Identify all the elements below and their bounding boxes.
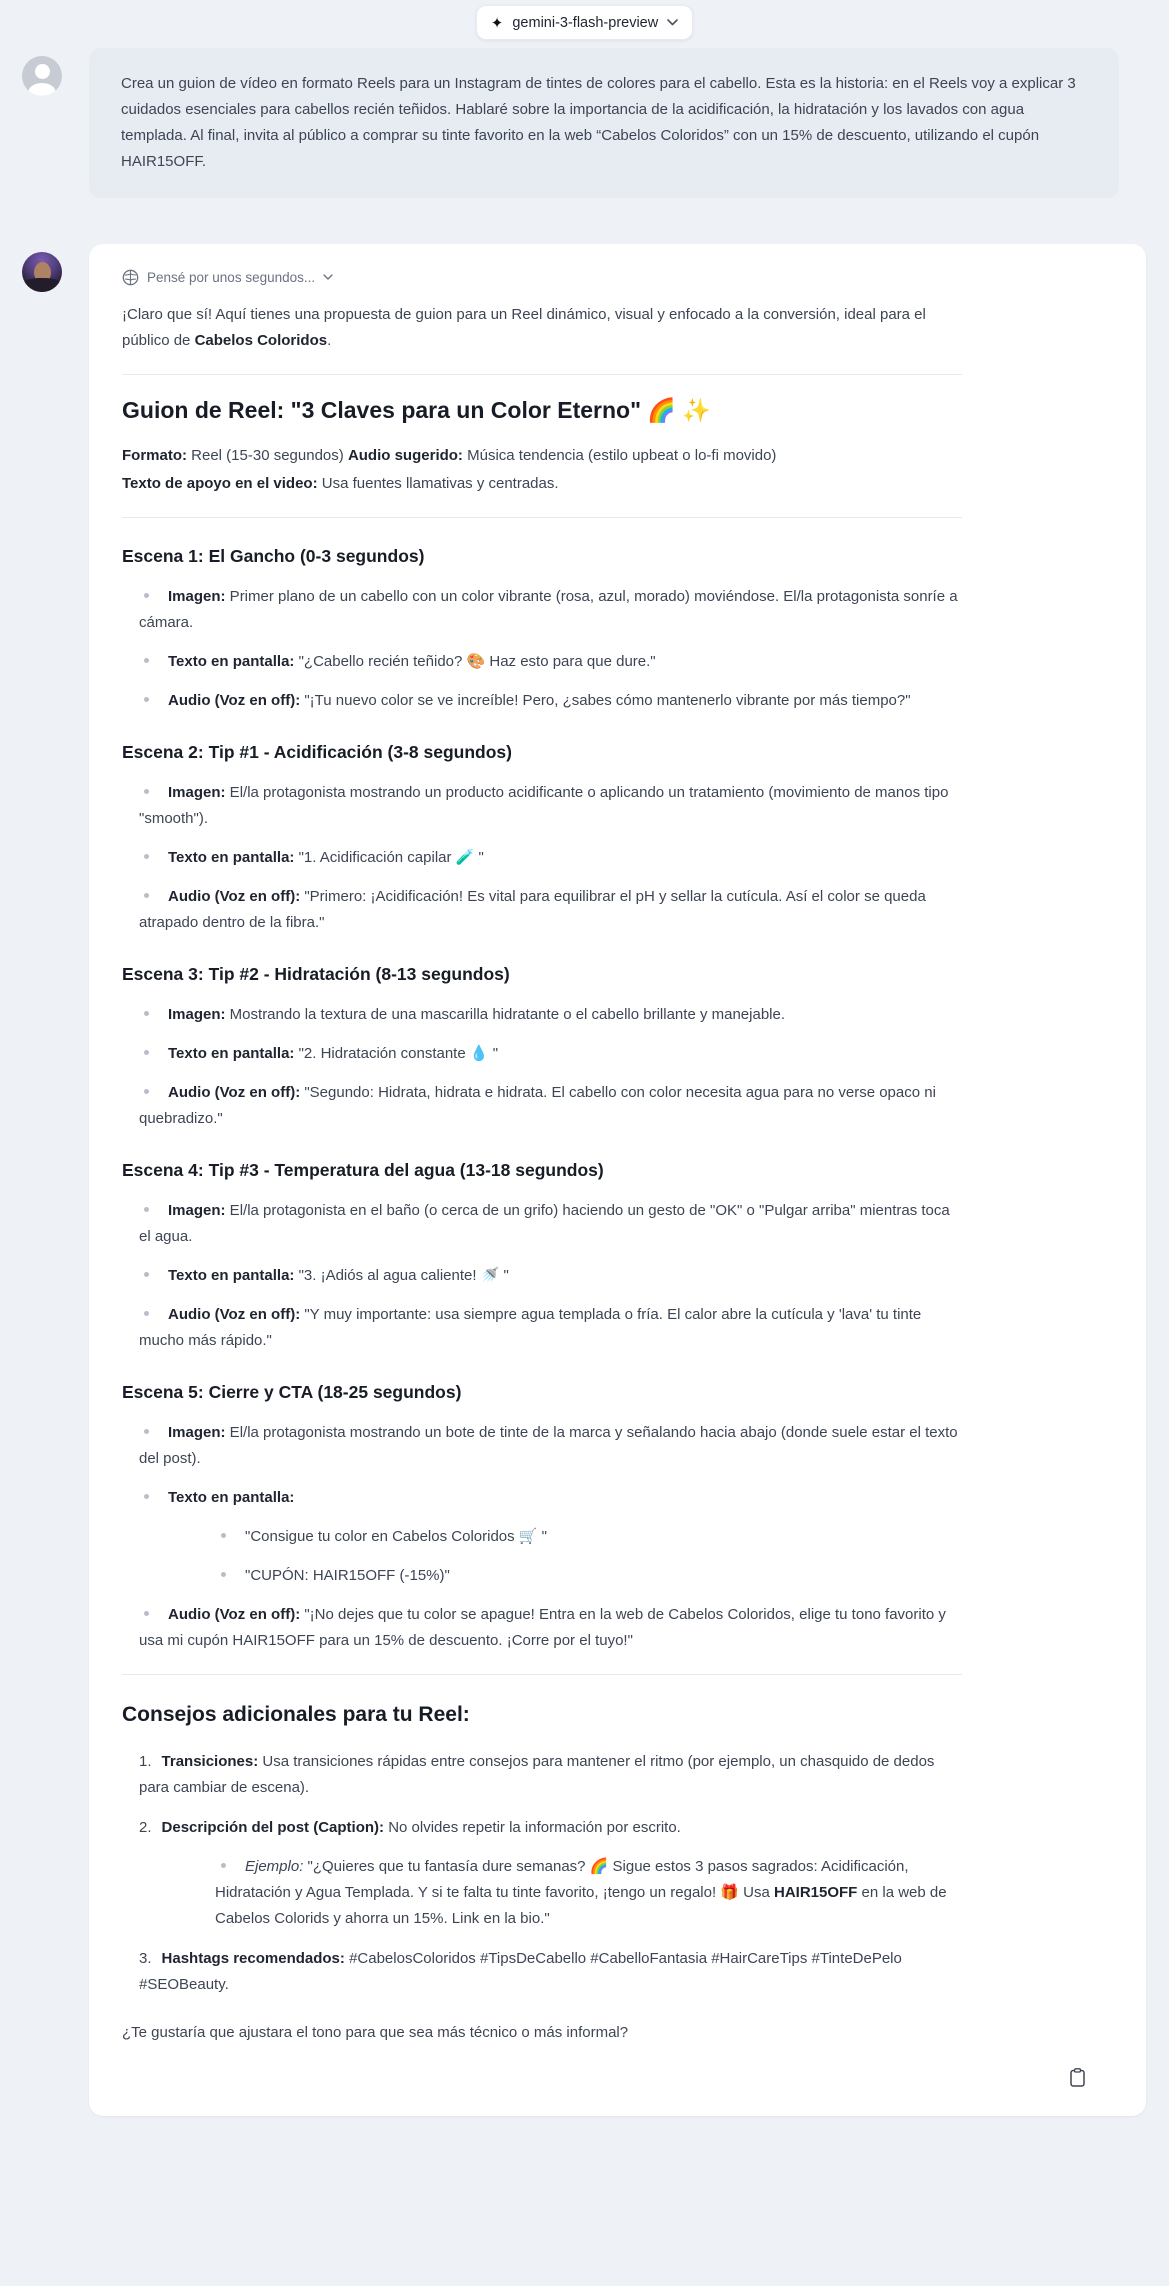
coupon-code-bold: HAIR15OFF [774,1884,858,1901]
bullet-icon [144,1011,149,1016]
bullet-icon [144,1050,149,1055]
thinking-label: Pensé por unos segundos... [147,270,316,285]
list-item: Audio (Voz en off): "Segundo: Hidrata, hidrata e hidrata. El cabello con color necesita agua para no verse opaco ni quebradizo." [139,1084,936,1127]
list-item: 3. Hashtags recomendados: #CabelosColoridos #TipsDeCabello #CabelloFantasia #HairCareTips #TinteDePelo #SEOBeauty. [139,1950,902,1993]
list-item: "Consigue tu color en Cabelos Coloridos 🛒 " [139,1524,962,1550]
bullet-icon [144,1311,149,1316]
list-item: Texto en pantalla: "Consigue tu color en Cabelos Coloridos 🛒 " "CUPÓN: HAIR15OFF (-15%)" [122,1485,962,1589]
list-item: Audio (Voz en off): "¡No dejes que tu color se apague! Entra en la web de Cabelos Coloridos, elige tu tono favorito y usa mi cupón HAIR15OFF para un 15% de descuento. ¡Corre por el tuyo!" [139,1606,946,1649]
list-item: Imagen: El/la protagonista en el baño (o cerca de un grifo) haciendo un gesto de "OK" o "Pulgar arriba" mientras toca el agua. [139,1202,950,1245]
chat-area [0,48,1169,2116]
user-message-text: Crea un guion de vídeo en formato Reels para un Instagram de tintes de colores para el cabello. Esta es la historia: en el Reels voy a explicar 3 cuidados esenciales para cabellos recién teñidos. Hablaré sobre la importancia de la acidificación, la hidratación y los lavados con agua templada. Al final, invita al público a comprar su tinte favorito en la web “Cabelos Coloridos” con un 15% de descuento, utilizando el cupón HAIR15OFF. [121,75,1076,170]
bullet-icon [221,1533,226,1538]
copy-button[interactable] [1066,2064,1089,2094]
divider [122,1674,962,1675]
top-bar [0,0,1169,40]
example-label: Ejemplo: [245,1858,304,1875]
bullet-icon [144,1089,149,1094]
bullet-icon [221,1572,226,1577]
list-item: Texto en pantalla: "2. Hidratación constante 💧 " [122,1041,962,1067]
bullet-icon [144,854,149,859]
message-actions [122,2064,1113,2094]
bullet-icon [144,1494,149,1499]
list-item: 1. Transiciones: Usa transiciones rápidas entre consejos para mantener el ritmo (por ejemplo, un chasquido de dedos para cambiar de escena). [139,1753,935,1796]
assistant-message-row [22,244,1147,2116]
intro-text: ¡Claro que sí! Aquí tienes una propuesta de guion para un Reel dinámico, visual y enfocado a la conversión, ideal para el público de [122,306,926,349]
scene-4-heading: Escena 4: Tip #3 - Temperatura del agua (13-18 segundos) [122,1160,604,1180]
tips-list [122,1749,962,1998]
divider [122,517,962,518]
scene-5-sublist [139,1524,962,1589]
list-item: Texto en pantalla: "¿Cabello recién teñido? 🎨 Haz esto para que dure." [122,649,962,675]
intro-brand-bold: Cabelos Coloridos [194,332,328,349]
scene-4-list [122,1198,962,1354]
bullet-icon [144,1272,149,1277]
reel-title: Guion de Reel: "3 Claves para un Color Eterno" 🌈 ✨ [122,397,712,423]
scene-3-heading: Escena 3: Tip #2 - Hidratación (8-13 segundos) [122,964,510,984]
list-item: Texto en pantalla: "3. ¡Adiós al agua caliente! 🚿 " [122,1263,962,1289]
bullet-icon [144,658,149,663]
sparkle-icon: ✦ [490,14,504,32]
item-number: 2. [139,1819,152,1836]
assistant-message-card [89,244,1146,2116]
list-item: Audio (Voz en off): "¡Tu nuevo color se ve increíble! Pero, ¿sabes cómo mantenerlo vibrante por más tiempo?" [122,688,962,714]
scene-3-list [122,1002,962,1132]
example-sublist [139,1854,962,1932]
bullet-icon [144,1207,149,1212]
list-item: Audio (Voz en off): "Y muy importante: usa siempre agua templada o fría. El calor abre la cutícula y 'lava' tu tinte mucho más rápido." [139,1306,922,1349]
scene-1-heading: Escena 1: El Gancho (0-3 segundos) [122,546,425,566]
brain-icon [122,269,139,286]
bullet-icon [144,1611,149,1616]
list-item: "CUPÓN: HAIR15OFF (-15%)" [139,1563,962,1589]
item-number: 1. [139,1753,152,1770]
tips-heading: Consejos adicionales para tu Reel: [122,1703,470,1726]
scene-2-heading: Escena 2: Tip #1 - Acidificación (3-8 segundos) [122,742,512,762]
scene-5-heading: Escena 5: Cierre y CTA (18-25 segundos) [122,1382,462,1402]
thinking-toggle[interactable] [122,269,334,286]
list-item: Imagen: El/la protagonista mostrando un bote de tinte de la marca y señalando hacia abajo (donde suele estar el texto del post). [139,1424,958,1467]
assistant-markdown [122,302,962,2046]
assistant-avatar [22,252,62,292]
closing-question: ¿Te gustaría que ajustara el tono para que sea más técnico o más informal? [122,2024,629,2041]
user-avatar [22,56,62,96]
divider [122,374,962,375]
intro-paragraph [122,302,962,354]
bullet-icon [144,789,149,794]
format-text: Reel (15-30 segundos) [187,447,348,464]
list-item: Imagen: Primer plano de un cabello con un color vibrante (rosa, azul, morado) moviéndose. El/la protagonista sonríe a cámara. [139,588,958,631]
list-item: Imagen: El/la protagonista mostrando un producto acidificante o aplicando un tratamiento (movimiento de manos tipo "smooth"). [139,784,949,827]
support-text-label: Texto de apoyo en el video: [122,475,318,492]
audio-suggested-label: Audio sugerido: [347,447,463,464]
user-message-bubble [89,48,1119,198]
audio-suggested-text: Música tendencia (estilo upbeat o lo-fi movido) [462,447,777,464]
scene-2-list [122,780,962,936]
bullet-icon [144,697,149,702]
list-item: 2. Descripción del post (Caption): No olvides repetir la información por escrito. Ejemplo: "¿Quieres que tu fantasía dure semanas? 🌈 Sigue estos 3 pasos sagrados: Acidificación, Hidratación y Agua Templada. Y si te falta tu tinte favorito, ¡tengo un regalo! 🎁 Usa HAIR15OFF en la web de Cabelos Colorids y ahorra un 15%. Link en la bio." [122,1815,962,1932]
intro-text-end: . [327,332,332,349]
user-message-row [22,48,1147,198]
chevron-down-icon [667,19,678,26]
item-number: 3. [139,1950,152,1967]
format-label: Formato: [122,447,187,464]
list-item: Texto en pantalla: "1. Acidificación capilar 🧪 " [122,845,962,871]
bullet-icon [144,593,149,598]
clipboard-icon [1070,2068,1085,2090]
model-selector-label: gemini-3-flash-preview [512,14,659,31]
bullet-icon [144,1429,149,1434]
list-item: Ejemplo: "¿Quieres que tu fantasía dure semanas? 🌈 Sigue estos 3 pasos sagrados: Acidificación, Hidratación y Agua Templada. Y si te falta tu tinte favorito, ¡tengo un regalo! 🎁 Usa HAIR15OFF en la web de Cabelos Colorids y ahorra un 15%. Link en la bio." [215,1858,947,1927]
model-selector-button[interactable] [476,5,693,40]
scene-5-list [122,1420,962,1654]
thinking-chevron-icon [323,274,334,281]
support-text-text: Usa fuentes llamativas y centradas. [317,475,559,492]
bullet-icon [221,1863,226,1868]
scene-1-list [122,584,962,714]
meta-block [122,443,962,497]
list-item: Audio (Voz en off): "Primero: ¡Acidificación! Es vital para equilibrar el pH y sellar la cutícula. Así el color se queda atrapado dentro de la fibra." [139,888,926,931]
bullet-icon [144,893,149,898]
list-item: Imagen: Mostrando la textura de una mascarilla hidratante o el cabello brillante y manejable. [122,1002,962,1028]
